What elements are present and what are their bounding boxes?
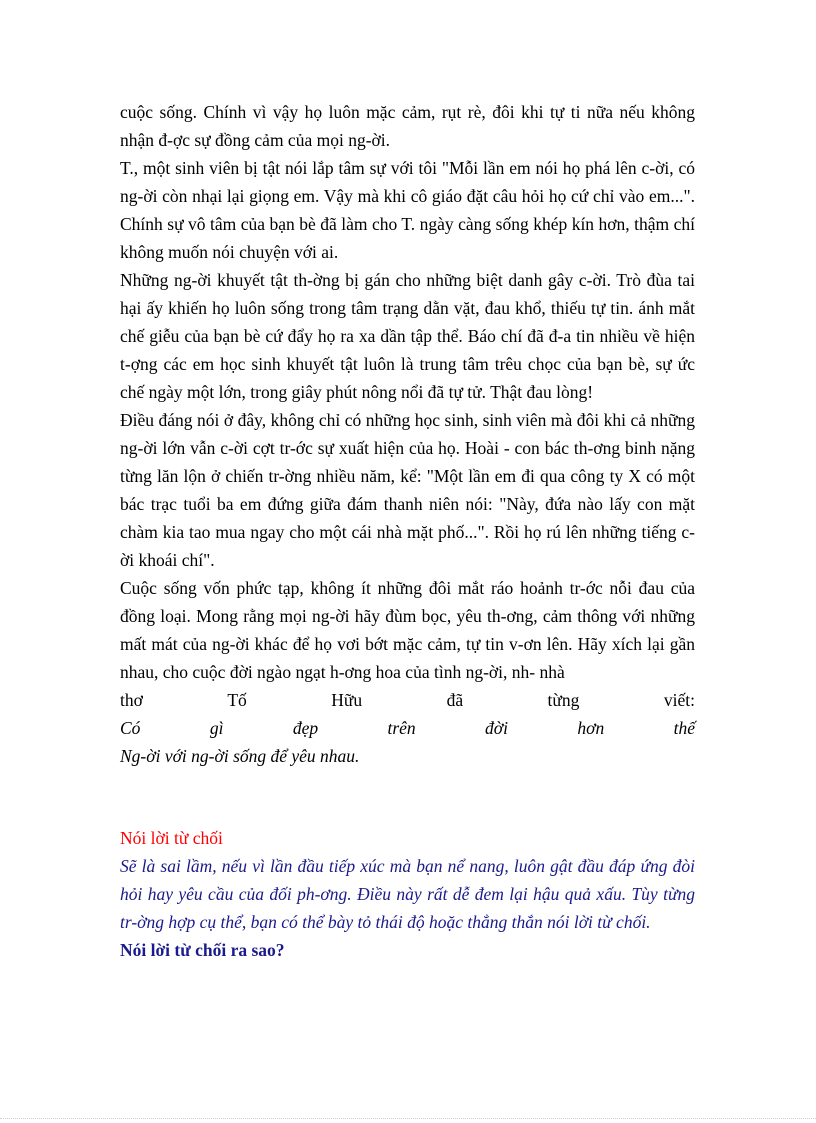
word: đời: [485, 718, 508, 738]
word: đã: [446, 690, 464, 710]
poem-line-2: Ng-ời với ng-ời sống để yêu nhau.: [120, 746, 360, 766]
word: gì: [209, 718, 224, 738]
section-intro: Sẽ là sai lầm, nếu vì lần đầu tiếp xúc mà bạn nể nang, luôn gật đầu đáp ứng đòi hỏi hay yêu cầu của đối ph-ơng. Điều này rất dễ đem lại hậu quả xấu. Tùy từng tr-ờng hợp cụ thể, bạn có thể bày tỏ thái độ hoặc thẳng thắn nói lời từ chối.: [120, 856, 695, 932]
paragraph-3: Những ng-ời khuyết tật th-ờng bị gán cho những biệt danh gây c-ời. Trò đùa tai hại ấy khiến họ luôn sống trong tâm trạng dằn vặt, đau khổ, thiếu tự tin. ánh mắt chế giễu của bạn bè cứ đẩy họ ra xa dần tập thể. Báo chí đã đ-a tin nhiều về hiện t-ợng các em học sinh khuyết tật luôn là trung tâm trêu chọc của bạn bè, sự ức chế ngày một lớn, trong giây phút nông nổi đã tự tử. Thật đau lòng!: [120, 270, 695, 402]
word: hơn: [577, 718, 605, 738]
paragraph-1: cuộc sống. Chính vì vậy họ luôn mặc cảm, rụt rè, đôi khi tự ti nữa nếu không nhận đ-ợc sự đồng cảm của mọi ng-ời.: [120, 102, 695, 150]
section-subheading: Nói lời từ chối ra sao?: [120, 940, 285, 960]
paragraph-5-last-line: [120, 686, 695, 714]
section-heading: Nói lời từ chối: [120, 828, 223, 848]
word: từng: [547, 690, 580, 710]
word: viết:: [663, 690, 695, 710]
word: Tố: [227, 690, 247, 710]
paragraph-4: Điều đáng nói ở đây, không chỉ có những học sinh, sinh viên mà đôi khi cả những ng-ời lớn vẫn c-ời cợt tr-ớc sự xuất hiện của họ. Hoài - con bác th-ơng binh nặng từng lăn lộn ở chiến tr-ờng nhiều năm, kể: "Một lần em đi qua công ty X có một bác trạc tuổi ba em đứng giữa đám thanh niên nói: "Này, đứa nào lấy con mặt chàm kia tao mua ngay cho một cái nhà mặt phố...". Rồi họ rú lên những tiếng c-ời khoái chí".: [120, 410, 695, 570]
word: thế: [673, 718, 695, 738]
document-page: [120, 98, 695, 964]
paragraph-5: Cuộc sống vốn phức tạp, không ít những đôi mắt ráo hoảnh tr-ớc nỗi đau của đồng loại. Mong rằng mọi ng-ời hãy đùm bọc, yêu th-ơng, cảm thông với những mất mát của ng-ời khác để họ vơi bớt mặc cảm, tự tin v-ơn lên. Hãy xích lại gần nhau, cho cuộc đời ngào ngạt h-ơng hoa của tình ng-ời, nh- nhà: [120, 578, 695, 682]
word: trên: [387, 718, 416, 738]
poem-line-1: [120, 714, 695, 742]
word: đẹp: [292, 718, 319, 738]
spacer: [120, 770, 695, 824]
word: thơ: [120, 690, 143, 710]
word: Có: [120, 718, 141, 738]
page-bottom-divider: [0, 1118, 816, 1119]
word: Hữu: [331, 690, 363, 710]
paragraph-2: T., một sinh viên bị tật nói lắp tâm sự với tôi "Mỗi lần em nói họ phá lên c-ời, có ng-ời còn nhại lại giọng em. Vậy mà khi cô giáo đặt câu hỏi họ cứ chỉ vào em...". Chính sự vô tâm của bạn bè đã làm cho T. ngày càng sống khép kín hơn, thậm chí không muốn nói chuyện với ai.: [120, 158, 695, 262]
